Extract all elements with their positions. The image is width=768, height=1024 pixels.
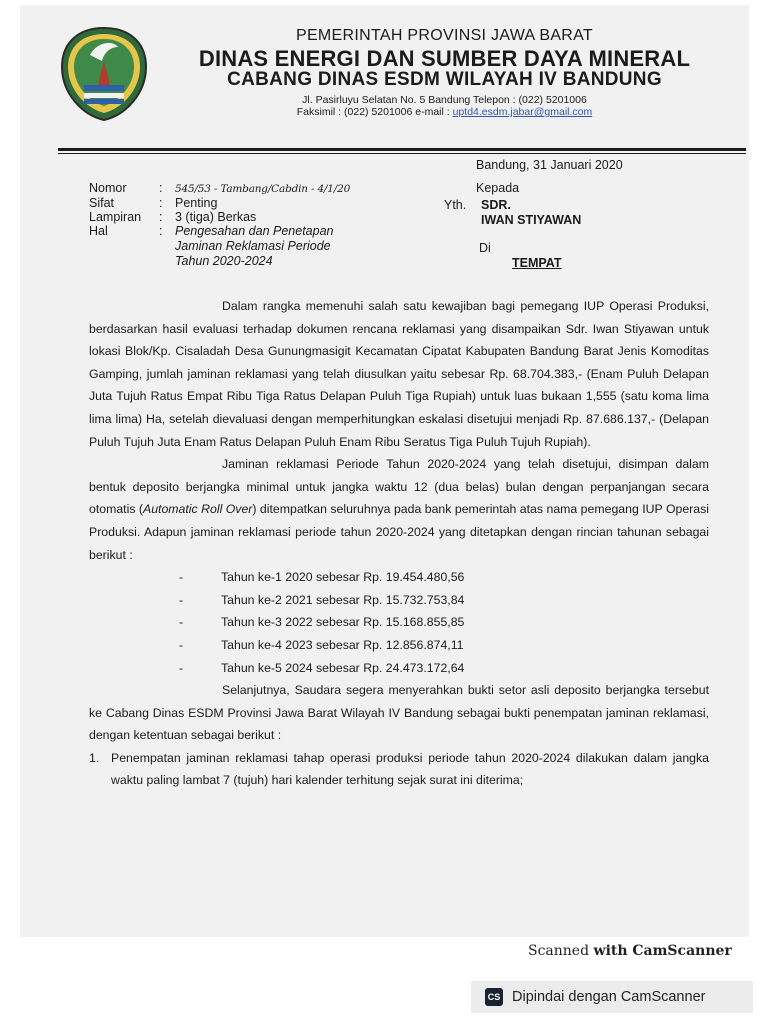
recipient-title: SDR. xyxy=(481,198,511,212)
schedule-year-4: Tahun ke-4 2023 sebesar Rp. 12.856.874,11 xyxy=(221,637,464,652)
list-item xyxy=(179,611,709,634)
sifat-colon: : xyxy=(159,196,163,210)
list-item xyxy=(179,634,709,657)
letterhead-rule-thin xyxy=(58,153,746,154)
recipient-name: IWAN STIYAWAN xyxy=(481,213,582,227)
letter-body xyxy=(89,295,709,792)
scanned-prefix: Scanned xyxy=(528,943,594,959)
hal-line-2: Jaminan Reklamasi Periode xyxy=(175,239,331,253)
email-link[interactable]: uptd4.esdm.jabar@gmail.com xyxy=(452,106,593,118)
list-dash: - xyxy=(179,592,184,607)
branch-name: CABANG DINAS ESDM WILAYAH IV BANDUNG xyxy=(227,69,662,90)
letterhead-rule-thick xyxy=(58,148,746,151)
schedule-year-1: Tahun ke-1 2020 sebesar Rp. 19.454.480,56 xyxy=(221,570,465,585)
nomor-colon: : xyxy=(159,181,163,195)
camscanner-badge-text: Dipindai dengan CamScanner xyxy=(512,989,706,1005)
hal-line-1: Pengesahan dan Penetapan xyxy=(175,224,334,238)
paragraph-2-start: Jaminan reklamasi Periode Tahun 2020-2024 yang telah disetujui, disimpan dalam bentuk deposito berjangka minimal untuk jangka waktu 12 (dua belas) bulan dengan perpanjangan secara otomatis ( xyxy=(89,457,709,517)
government-name: PEMERINTAH PROVINSI JAWA BARAT xyxy=(295,27,594,44)
paragraph-3: Selanjutnya, Saudara segera menyerahkan bukti setor asli deposito berjangka tersebut ke Cabang Dinas ESDM Provinsi Jawa Barat Wilayah IV Bandung sebagai bukti penempatan jaminan reklamasi, dengan ketentuan sebagai berikut : xyxy=(89,683,709,743)
scanned-letter-page xyxy=(20,5,749,937)
schedule-year-2: Tahun ke-2 2021 sebesar Rp. 15.732.753,84 xyxy=(221,592,465,607)
place-date: Bandung, 31 Januari 2020 xyxy=(476,158,623,172)
list-item xyxy=(179,657,709,680)
lampiran-colon: : xyxy=(159,210,163,224)
place-label: TEMPAT xyxy=(512,256,562,270)
nomor-label: Nomor xyxy=(89,181,127,195)
yearly-schedule-list xyxy=(89,566,709,679)
list-dash: - xyxy=(179,615,184,630)
automatic-roll-over-term: Automatic Roll Over xyxy=(143,502,253,517)
di-label: Di xyxy=(479,241,491,255)
list-dash: - xyxy=(179,637,184,652)
item-number: 1. xyxy=(89,750,100,765)
schedule-year-3: Tahun ke-3 2022 sebesar Rp. 15.168.855,85 xyxy=(221,615,465,630)
yth-label: Yth. xyxy=(444,198,467,212)
schedule-year-5: Tahun ke-5 2024 sebesar Rp. 24.473.172,64 xyxy=(221,660,465,675)
list-dash: - xyxy=(179,660,184,675)
hal-colon: : xyxy=(159,224,163,238)
hal-label: Hal xyxy=(89,224,108,238)
provision-1-text: Penempatan jaminan reklamasi tahap operasi produksi periode tahun 2020-2024 dilakukan dalam jangka waktu paling lambat 7 (tujuh) hari kalender terhitung sejak surat ini diterima; xyxy=(111,750,709,788)
sifat-label: Sifat xyxy=(89,196,115,210)
list-item xyxy=(89,747,709,792)
nomor-value: 545/53 - Tambang/Cabdin - 4/1/20 xyxy=(175,183,351,195)
scanned-watermark xyxy=(528,943,732,959)
list-item xyxy=(179,589,709,612)
to-label: Kepada xyxy=(476,181,520,195)
agency-name: DINAS ENERGI DAN SUMBER DAYA MINERAL xyxy=(198,46,691,71)
hal-line-3: Tahun 2020-2024 xyxy=(175,254,273,268)
camscanner-badge[interactable] xyxy=(471,981,753,1013)
paragraph-2-end: ) ditempatkan seluruhnya pada bank pemerintah atas nama pemegang IUP Operasi Produksi. Adapun jaminan reklamasi periode tahun 2020-2024 yang ditetapkan dengan rincian tahunan sebagai berikut : xyxy=(89,502,710,562)
paragraph-2 xyxy=(89,453,709,566)
fax-email-line xyxy=(80,106,749,118)
lampiran-value: 3 (tiga) Berkas xyxy=(175,210,257,224)
camscanner-icon: CS xyxy=(485,988,503,1006)
office-address: Jl. Pasirluyu Selatan No. 5 Bandung Telepon : (022) 5201006 xyxy=(302,94,587,106)
lampiran-label: Lampiran xyxy=(89,210,142,224)
list-dash: - xyxy=(179,570,184,585)
paragraph-1: Dalam rangka memenuhi salah satu kewajiban bagi pemegang IUP Operasi Produksi, berdasarkan hasil evaluasi terhadap dokumen rencana reklamasi yang disampaikan Sdr. Iwan Stiyawan untuk lokasi Blok/Kp. Cisaladah Desa Gunungmasigit Kecamatan Cipatat Kabupaten Bandung Barat Jenis Komoditas Gamping, jumlah jaminan reklamasi yang telah diusulkan yaitu sebesar Rp. 68.704.383,- (Enam Puluh Delapan Juta Tujuh Ratus Empat Ribu Tiga Ratus Delapan Puluh Tiga Rupiah) untuk luas bukaan 1,555 (satu koma lima lima lima) Ha, setelah dievaluasi dengan memperhitungkan eskalasi disetujui menjadi Rp. 87.686.137,- (Delapan Puluh Tujuh Juta Enam Ratus Delapan Puluh Enam Ribu Seratus Tiga Puluh Tujuh Rupiah). xyxy=(89,299,709,449)
list-item xyxy=(179,566,709,589)
provisions-list xyxy=(89,747,709,792)
sifat-value: Penting xyxy=(175,196,218,210)
scanned-suffix: with CamScanner xyxy=(593,943,732,959)
fax-label: Faksimil : (022) 5201006 e-mail : xyxy=(296,106,453,118)
